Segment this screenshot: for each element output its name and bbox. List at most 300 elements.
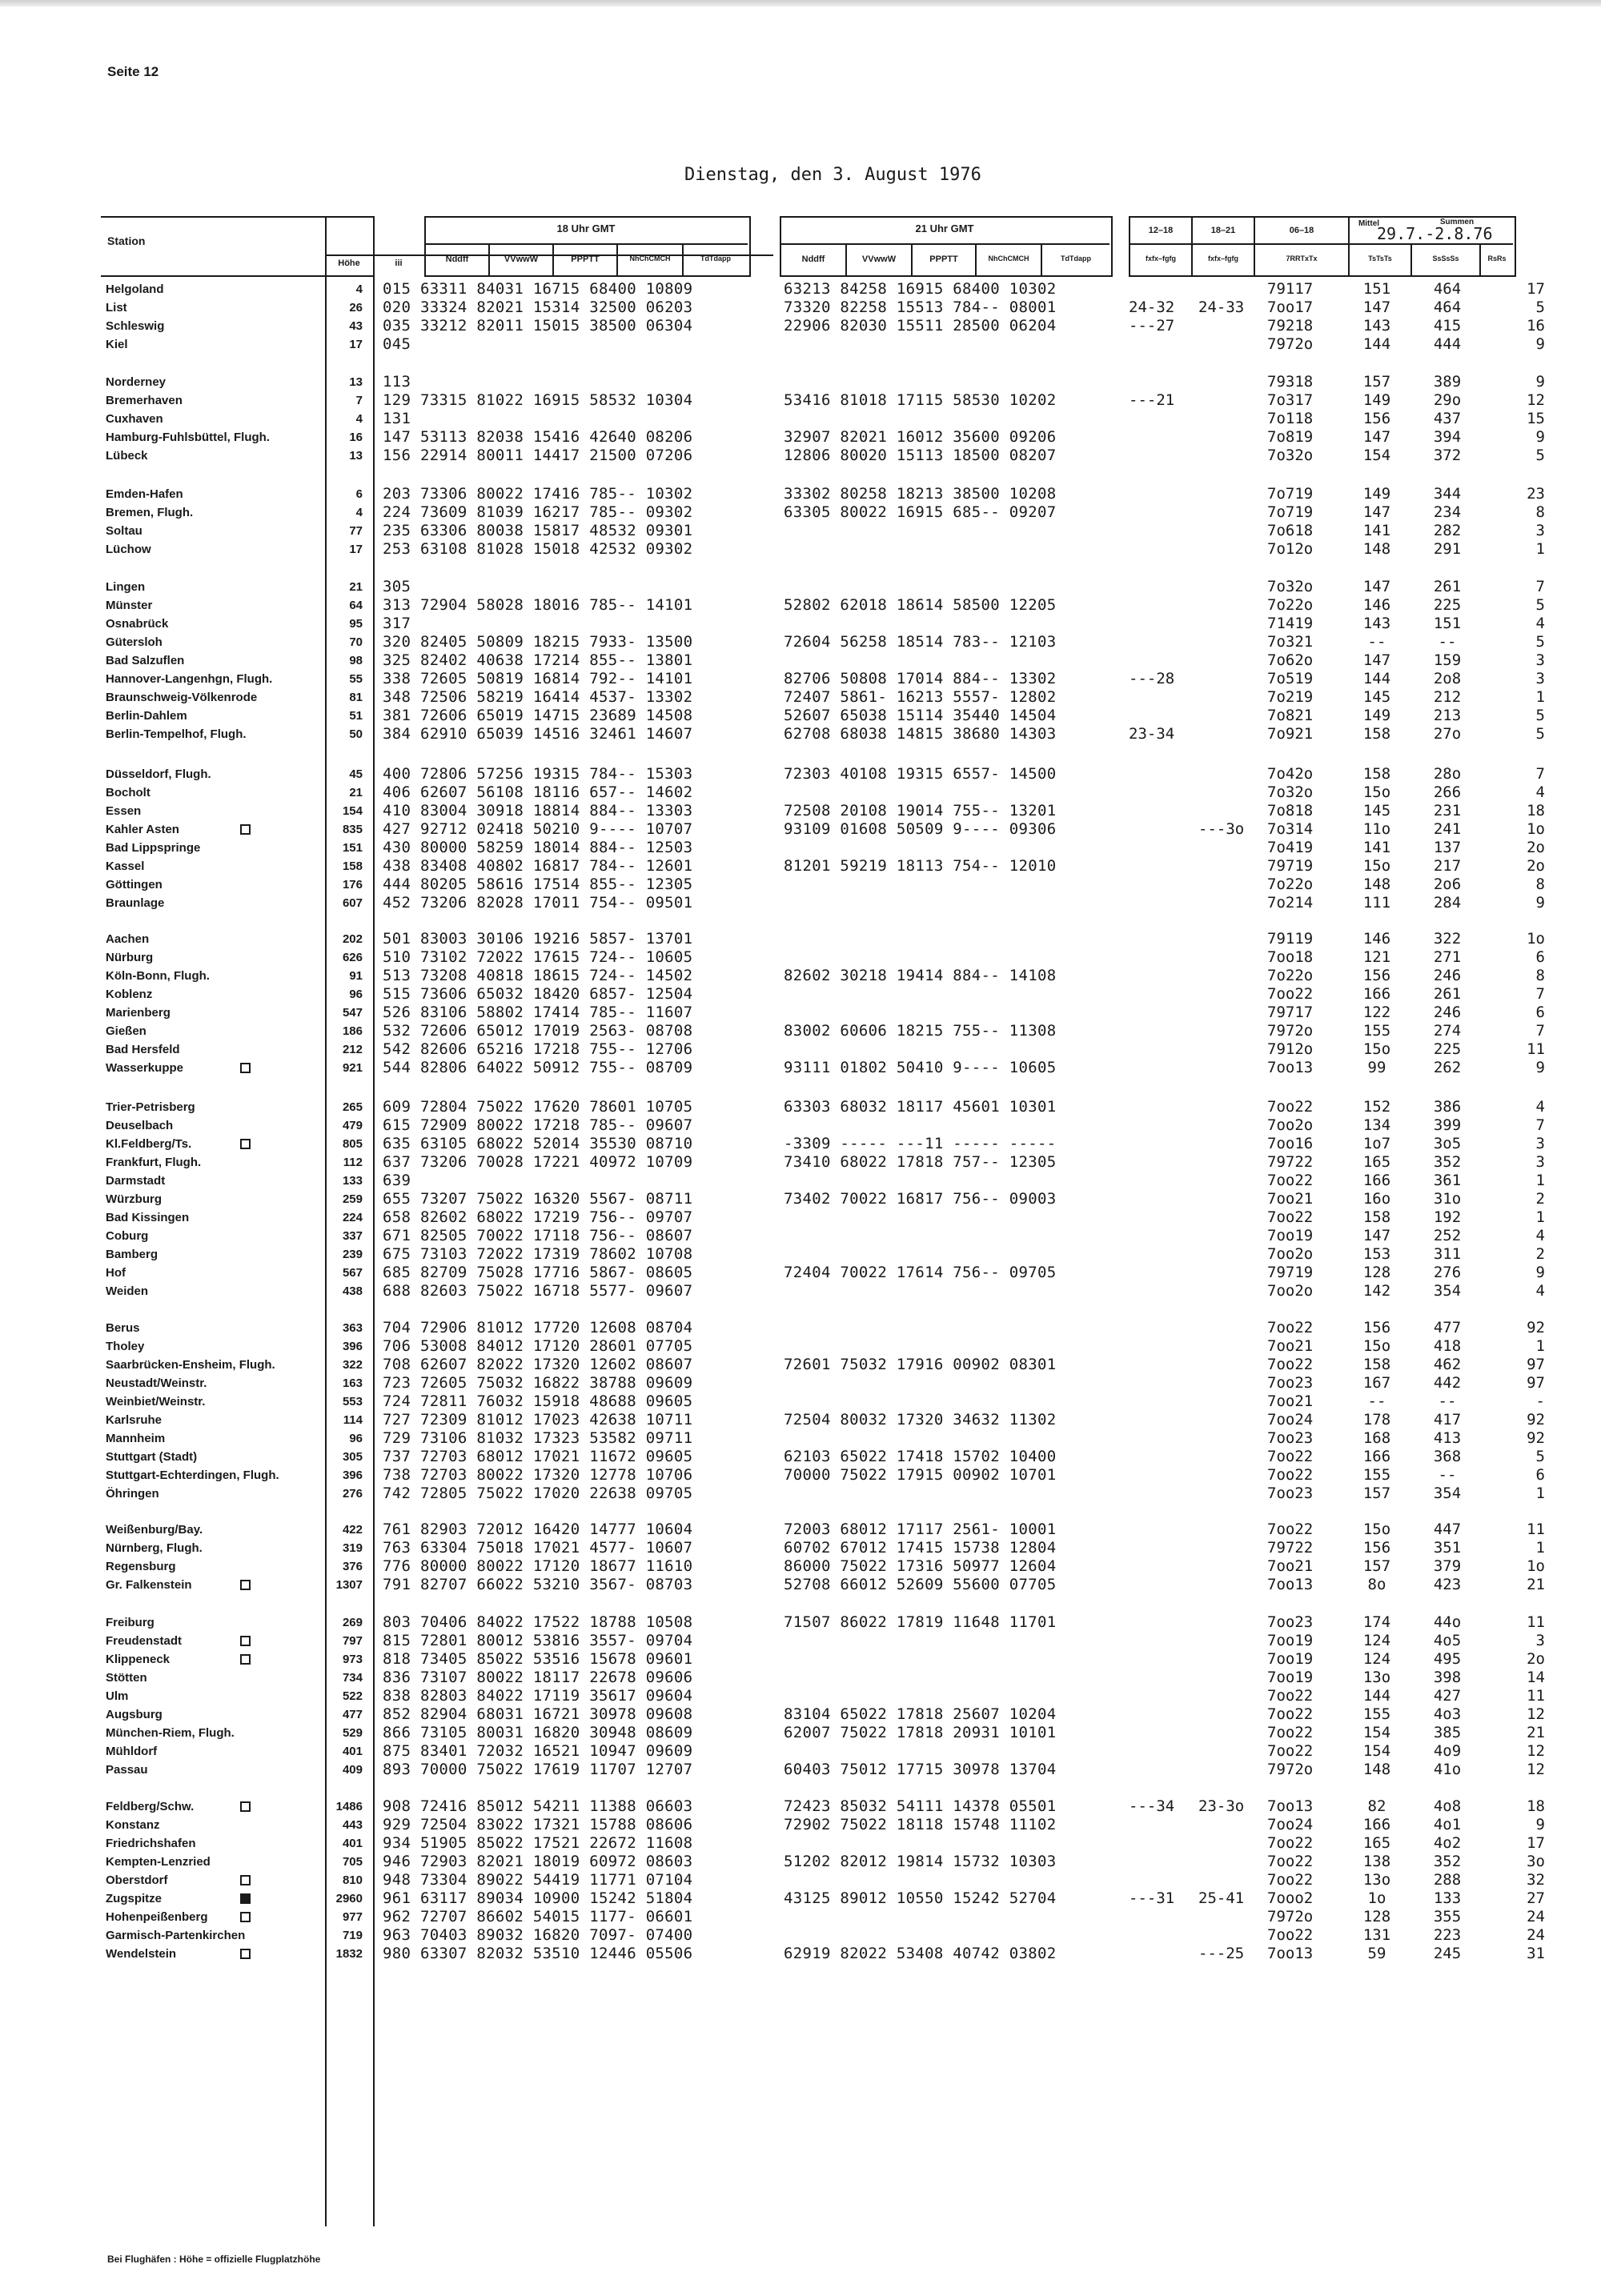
temp-extremes: 7oo22 — [1267, 1926, 1314, 1944]
mean-temp: 121 — [1362, 948, 1391, 966]
table-row — [0, 1429, 1601, 1448]
sum-value: 355 — [1433, 1908, 1462, 1925]
temp-extremes: 7oo19 — [1267, 1227, 1314, 1244]
precip-sum: 12 — [1527, 391, 1545, 409]
station-height: 91 — [349, 969, 363, 983]
station-height: 409 — [342, 1763, 363, 1777]
header-ppptt-21: PPPTT — [929, 254, 958, 264]
obs-18-uhr: 203 73306 80022 17416 785-- 10302 — [383, 485, 693, 503]
header-21-uhr: 21 Uhr GMT — [915, 222, 974, 234]
precip-sum: - — [1535, 1392, 1545, 1410]
mean-temp: 157 — [1362, 373, 1391, 391]
obs-21-uhr: 60403 75012 17715 30978 13704 — [784, 1761, 1057, 1778]
station-height: 479 — [342, 1119, 363, 1132]
temp-extremes: 7oo22 — [1267, 1705, 1314, 1723]
table-row — [0, 633, 1601, 651]
precip-sum: 2 — [1535, 1245, 1545, 1263]
station-name: Kassel — [106, 859, 145, 873]
obs-21-uhr: 83104 65022 17818 25607 10204 — [784, 1705, 1057, 1723]
table-row — [0, 670, 1601, 688]
sum-value: 4o5 — [1433, 1632, 1462, 1649]
table-row — [0, 839, 1601, 857]
mean-temp: 131 — [1362, 1926, 1391, 1944]
sum-value: 241 — [1433, 820, 1462, 838]
sum-value: 262 — [1433, 1059, 1462, 1076]
header-ts: TsTsTs — [1368, 254, 1392, 262]
sum-value: 231 — [1433, 802, 1462, 819]
mean-temp: 99 — [1367, 1059, 1386, 1076]
obs-18-uhr: 348 72506 58219 16414 4537- 13302 — [383, 688, 693, 706]
temp-extremes: 7oo18 — [1267, 948, 1314, 966]
station-height: 438 — [342, 1284, 363, 1298]
summary-date: 29.7.-2.8.76 — [1377, 224, 1493, 243]
sum-value: 417 — [1433, 1411, 1462, 1428]
precip-sum: 11 — [1527, 1613, 1545, 1631]
sum-value: 137 — [1433, 839, 1462, 856]
temp-extremes: 7oo23 — [1267, 1613, 1314, 1631]
table-row — [0, 1889, 1601, 1908]
obs-21-uhr: 72601 75032 17916 00902 08301 — [784, 1356, 1057, 1373]
station-name: Hamburg-Fuhlsbüttel, Flugh. — [106, 431, 270, 444]
sum-value: 352 — [1433, 1153, 1462, 1171]
precip-sum: 1o — [1527, 930, 1545, 948]
precip-sum: 5 — [1535, 596, 1545, 614]
sum-value: 28o — [1433, 765, 1462, 783]
table-row — [0, 1466, 1601, 1485]
temp-extremes: 7o419 — [1267, 839, 1314, 856]
station-height: 719 — [342, 1929, 363, 1942]
precip-sum: 3 — [1535, 670, 1545, 687]
obs-18-uhr: 655 73207 75022 16320 5567- 08711 — [383, 1190, 693, 1208]
mean-temp: 143 — [1362, 317, 1391, 335]
precip-sum: 14 — [1527, 1669, 1545, 1686]
precip-sum: 8 — [1535, 876, 1545, 893]
station-name: Norderney — [106, 375, 167, 389]
table-row — [0, 1004, 1601, 1022]
obs-18-uhr: 815 72801 80012 53816 3557- 09704 — [383, 1632, 693, 1649]
obs-18-uhr: 961 63117 89034 10900 15242 51804 — [383, 1889, 693, 1907]
table-row — [0, 1411, 1601, 1429]
station-name: Kl.Feldberg/Ts. — [106, 1137, 192, 1151]
sum-value: 266 — [1433, 783, 1462, 801]
obs-21-uhr: 12806 80020 15113 18500 08207 — [784, 447, 1057, 464]
open-square-icon — [240, 1580, 251, 1590]
open-square-icon — [240, 1912, 251, 1922]
mean-temp: 154 — [1362, 1724, 1391, 1741]
obs-21-uhr: 52802 62018 18614 58500 12205 — [784, 596, 1057, 614]
station-height: 4 — [355, 282, 363, 296]
obs-18-uhr: 866 73105 80031 16820 30948 08609 — [383, 1724, 693, 1741]
obs-21-uhr: 63305 80022 16915 685-- 09207 — [784, 503, 1057, 521]
table-row — [0, 857, 1601, 876]
station-height: 607 — [342, 896, 363, 910]
temp-extremes: 7o818 — [1267, 802, 1314, 819]
obs-18-uhr: 513 73208 40818 18615 724-- 14502 — [383, 967, 693, 984]
obs-18-uhr: 313 72904 58028 18016 785-- 14101 — [383, 596, 693, 614]
table-row — [0, 1208, 1601, 1227]
scan-edge — [0, 0, 1601, 6]
temp-extremes: 7oo21 — [1267, 1557, 1314, 1575]
temp-extremes: 79719 — [1267, 1264, 1314, 1281]
station-name: Frankfurt, Flugh. — [106, 1156, 202, 1169]
temp-extremes: 7oo22 — [1267, 1871, 1314, 1889]
sum-value: 245 — [1433, 1945, 1462, 1962]
station-height: 305 — [342, 1450, 363, 1464]
mean-temp: 146 — [1362, 596, 1391, 614]
sum-value: 212 — [1433, 688, 1462, 706]
temp-extremes: 7oo22 — [1267, 1724, 1314, 1741]
sum-value: 291 — [1433, 540, 1462, 558]
obs-18-uhr: 384 62910 65039 14516 32461 14607 — [383, 725, 693, 743]
station-name: Bad Salzuflen — [106, 654, 185, 667]
obs-18-uhr: 737 72703 68012 17021 11672 09605 — [383, 1448, 693, 1465]
station-name: Bocholt — [106, 786, 150, 799]
obs-18-uhr: 934 51905 85022 17521 22672 11608 — [383, 1834, 693, 1852]
table-row — [0, 615, 1601, 633]
obs-18-uhr: 020 33324 82021 15314 32500 06203 — [383, 299, 693, 316]
mean-temp: 82 — [1367, 1797, 1386, 1815]
station-height: 13 — [349, 375, 363, 389]
mean-temp: 174 — [1362, 1613, 1391, 1631]
obs-21-uhr: 73410 68022 17818 757-- 12305 — [784, 1153, 1057, 1171]
station-height: 16 — [349, 431, 363, 444]
sum-value: 379 — [1433, 1557, 1462, 1575]
station-height: 977 — [342, 1910, 363, 1924]
station-name: Stuttgart (Stadt) — [106, 1450, 198, 1464]
station-height: 151 — [342, 841, 363, 855]
table-row — [0, 1871, 1601, 1889]
obs-18-uhr: 962 72707 86602 54015 1177- 06601 — [383, 1908, 693, 1925]
temp-extremes: 7oo2o — [1267, 1245, 1314, 1263]
gust-18-21: 24-33 — [1198, 299, 1245, 316]
station-height: 21 — [349, 786, 363, 799]
station-name: Düsseldorf, Flugh. — [106, 767, 211, 781]
header-ss: SsSsSs — [1432, 254, 1459, 262]
obs-18-uhr: 704 72906 81012 17720 12608 08704 — [383, 1319, 693, 1336]
temp-extremes: 7oo22 — [1267, 1098, 1314, 1116]
precip-sum: 8 — [1535, 967, 1545, 984]
precip-sum: 97 — [1527, 1374, 1545, 1392]
temp-extremes: 79117 — [1267, 280, 1314, 298]
station-height: 13 — [349, 449, 363, 463]
precip-sum: 92 — [1527, 1429, 1545, 1447]
station-name: Berlin-Dahlem — [106, 709, 187, 723]
table-row — [0, 299, 1601, 317]
obs-18-uhr: 501 83003 30106 19216 5857- 13701 — [383, 930, 693, 948]
station-name: Tholey — [106, 1340, 145, 1353]
station-name: Bad Lippspringe — [106, 841, 201, 855]
precip-sum: 3 — [1535, 1632, 1545, 1649]
table-row — [0, 1669, 1601, 1687]
precip-sum: 92 — [1527, 1319, 1545, 1336]
station-name: Kempten-Lenzried — [106, 1855, 211, 1869]
obs-18-uhr: 015 63311 84031 16715 68400 10809 — [383, 280, 693, 298]
station-height: 797 — [342, 1634, 363, 1648]
temp-extremes: 7912o — [1267, 1040, 1314, 1058]
obs-21-uhr: 51202 82012 19814 15732 10303 — [784, 1853, 1057, 1870]
temp-extremes: 7972o — [1267, 1761, 1314, 1778]
sum-value: 389 — [1433, 373, 1462, 391]
sum-value: 372 — [1433, 447, 1462, 464]
table-row — [0, 1908, 1601, 1926]
temp-extremes: 7o719 — [1267, 485, 1314, 503]
table-row — [0, 1834, 1601, 1853]
obs-18-uhr: 639 — [383, 1172, 411, 1189]
header-ppptt-18: PPPTT — [571, 254, 600, 264]
precip-sum: 18 — [1527, 1797, 1545, 1815]
station-height: 553 — [342, 1395, 363, 1408]
page-date: Dienstag, den 3. August 1976 — [684, 165, 981, 185]
table-row — [0, 1153, 1601, 1172]
obs-21-uhr: 33302 80258 18213 38500 10208 — [784, 485, 1057, 503]
mean-temp: 144 — [1362, 1687, 1391, 1705]
temp-extremes: 7oo19 — [1267, 1632, 1314, 1649]
mean-temp: 1o7 — [1362, 1135, 1391, 1152]
obs-18-uhr: 948 73304 89022 54419 11771 07104 — [383, 1871, 693, 1889]
temp-extremes: 7oo22 — [1267, 1834, 1314, 1852]
precip-sum: 24 — [1527, 1908, 1545, 1925]
precip-sum: 3 — [1535, 1153, 1545, 1171]
open-square-icon — [240, 1949, 251, 1959]
obs-21-uhr: 62007 75022 17818 20931 10101 — [784, 1724, 1057, 1741]
table-row — [0, 1135, 1601, 1153]
precip-sum: 2 — [1535, 1190, 1545, 1208]
precip-sum: 11 — [1527, 1521, 1545, 1538]
temp-extremes: 7oo21 — [1267, 1337, 1314, 1355]
precip-sum: 8 — [1535, 503, 1545, 521]
footnote: Bei Flughäfen : Höhe = offizielle Flugplatzhöhe — [107, 2254, 321, 2265]
station-name: Bremerhaven — [106, 394, 183, 407]
station-name: Braunlage — [106, 896, 165, 910]
mean-temp: 155 — [1362, 1466, 1391, 1484]
station-name: Osnabrück — [106, 617, 169, 631]
gust-12-18: ---21 — [1129, 391, 1175, 409]
precip-sum: 2o — [1527, 857, 1545, 875]
obs-18-uhr: 688 82603 75022 16718 5577- 09607 — [383, 1282, 693, 1300]
mean-temp: 15o — [1362, 857, 1391, 875]
station-height: 26 — [349, 301, 363, 315]
precip-sum: 4 — [1535, 1227, 1545, 1244]
header-cloud-18: NhChCMCH — [629, 254, 671, 262]
table-row — [0, 1705, 1601, 1724]
obs-18-uhr: 129 73315 81022 16915 58532 10304 — [383, 391, 693, 409]
station-height: 4 — [355, 506, 363, 519]
station-height: 7 — [355, 394, 363, 407]
precip-sum: 4 — [1535, 783, 1545, 801]
temp-extremes: 7oo21 — [1267, 1392, 1314, 1410]
temp-extremes: 7oo22 — [1267, 1208, 1314, 1226]
temp-extremes: 7oo13 — [1267, 1059, 1314, 1076]
temp-extremes: 7oo22 — [1267, 1356, 1314, 1373]
sum-value: 413 — [1433, 1429, 1462, 1447]
obs-18-uhr: 400 72806 57256 19315 784-- 15303 — [383, 765, 693, 783]
mean-temp: 1o — [1367, 1889, 1386, 1907]
mean-temp: 13o — [1362, 1871, 1391, 1889]
mean-temp: 166 — [1362, 1448, 1391, 1465]
station-name: Hohenpeißenberg — [106, 1910, 208, 1924]
mean-temp: 167 — [1362, 1374, 1391, 1392]
precip-sum: 1 — [1535, 1539, 1545, 1557]
gust-18-21: 23-3o — [1198, 1797, 1245, 1815]
header-18-uhr: 18 Uhr GMT — [556, 222, 616, 234]
precip-sum: 1o — [1527, 1557, 1545, 1575]
mean-temp: 141 — [1362, 839, 1391, 856]
header-temp: 7RRTxTx — [1286, 254, 1318, 262]
sum-value: 288 — [1433, 1871, 1462, 1889]
station-height: 1307 — [335, 1578, 363, 1592]
temp-extremes: 7oo22 — [1267, 1448, 1314, 1465]
mean-temp: 15o — [1362, 1337, 1391, 1355]
table-row — [0, 1742, 1601, 1761]
precip-sum: 9 — [1535, 335, 1545, 353]
obs-21-uhr: 63213 84258 16915 68400 10302 — [784, 280, 1057, 298]
temp-extremes: 7oo22 — [1267, 985, 1314, 1003]
sum-value: 398 — [1433, 1669, 1462, 1686]
obs-21-uhr: 52708 66012 52609 55600 07705 — [784, 1576, 1057, 1593]
table-row — [0, 522, 1601, 540]
gust-18-21: ---25 — [1198, 1945, 1245, 1962]
table-row — [0, 428, 1601, 447]
obs-21-uhr: 72504 80032 17320 34632 11302 — [784, 1411, 1057, 1428]
mean-temp: 141 — [1362, 522, 1391, 539]
obs-18-uhr: 444 80205 58616 17514 855-- 12305 — [383, 876, 693, 893]
temp-extremes: 7o321 — [1267, 633, 1314, 651]
station-name: List — [106, 301, 127, 315]
mean-temp: 178 — [1362, 1411, 1391, 1428]
obs-18-uhr: 706 53008 84012 17120 28601 07705 — [383, 1337, 693, 1355]
temp-extremes: 79218 — [1267, 317, 1314, 335]
station-name: Coburg — [106, 1229, 149, 1243]
obs-18-uhr: 836 73107 80022 18117 22678 09606 — [383, 1669, 693, 1686]
station-height: 114 — [343, 1413, 363, 1427]
sum-value: -- — [1438, 633, 1457, 651]
station-height: 401 — [342, 1837, 363, 1850]
station-name: Soltau — [106, 524, 142, 538]
header-gust-1: fxfx–fgfg — [1146, 254, 1176, 262]
sum-value: 462 — [1433, 1356, 1462, 1373]
sum-value: 361 — [1433, 1172, 1462, 1189]
temp-extremes: 79719 — [1267, 857, 1314, 875]
sum-value: 399 — [1433, 1116, 1462, 1134]
precip-sum: 11 — [1527, 1040, 1545, 1058]
sum-value: 322 — [1433, 930, 1462, 948]
mean-temp: 111 — [1362, 894, 1391, 912]
station-name: Konstanz — [106, 1818, 160, 1832]
table-row — [0, 1392, 1601, 1411]
table-row — [0, 802, 1601, 820]
precip-sum: 7 — [1535, 765, 1545, 783]
obs-18-uhr: 542 82606 65216 17218 755-- 12706 — [383, 1040, 693, 1058]
station-group — [0, 485, 1601, 559]
station-name: Oberstdorf — [106, 1873, 168, 1887]
mean-temp: 124 — [1362, 1632, 1391, 1649]
precip-sum: 7 — [1535, 985, 1545, 1003]
sum-value: 4o1 — [1433, 1816, 1462, 1833]
mean-temp: 155 — [1362, 1022, 1391, 1040]
mean-temp: 13o — [1362, 1669, 1391, 1686]
mean-temp: 156 — [1362, 1539, 1391, 1557]
obs-18-uhr: 325 82402 40638 17214 855-- 13801 — [383, 651, 693, 669]
mean-temp: 153 — [1362, 1245, 1391, 1263]
sum-value: 352 — [1433, 1853, 1462, 1870]
table-row — [0, 1816, 1601, 1834]
obs-18-uhr: 430 80000 58259 18014 884-- 12503 — [383, 839, 693, 856]
sum-value: 225 — [1433, 596, 1462, 614]
station-height: 276 — [342, 1487, 363, 1501]
obs-18-uhr: 742 72805 75022 17020 22638 09705 — [383, 1485, 693, 1502]
obs-18-uhr: 729 73106 81032 17323 53582 09711 — [383, 1429, 693, 1447]
station-height: 17 — [349, 543, 363, 556]
temp-extremes: 7oo2o — [1267, 1282, 1314, 1300]
precip-sum: 5 — [1535, 725, 1545, 743]
station-name: Stuttgart-Echterdingen, Flugh. — [106, 1469, 279, 1482]
obs-21-uhr: 72902 75022 18118 15748 11102 — [784, 1816, 1057, 1833]
precip-sum: 18 — [1527, 802, 1545, 819]
mean-temp: 156 — [1362, 967, 1391, 984]
sum-value: 192 — [1433, 1208, 1462, 1226]
obs-18-uhr: 723 72605 75032 16822 38788 09609 — [383, 1374, 693, 1392]
mean-temp: 157 — [1362, 1485, 1391, 1502]
mean-temp: 15o — [1362, 1040, 1391, 1058]
temp-extremes: 7oo22 — [1267, 1466, 1314, 1484]
station-height: 96 — [349, 1432, 363, 1445]
filled-square-icon — [240, 1893, 251, 1904]
precip-sum: 11 — [1527, 1687, 1545, 1705]
station-group — [0, 1613, 1601, 1779]
station-height: 567 — [342, 1266, 363, 1280]
mean-temp: 168 — [1362, 1429, 1391, 1447]
temp-extremes: 7oo2o — [1267, 1116, 1314, 1134]
precip-sum: 4 — [1535, 615, 1545, 632]
obs-21-uhr: 72003 68012 17117 2561- 10001 — [784, 1521, 1057, 1538]
temp-extremes: 7o22o — [1267, 596, 1314, 614]
station-name: Bamberg — [106, 1248, 158, 1261]
station-name: Zugspitze — [106, 1892, 162, 1905]
station-name: Feldberg/Schw. — [106, 1800, 195, 1813]
station-name: Passau — [106, 1763, 148, 1777]
sum-value: -- — [1438, 1392, 1457, 1410]
precip-sum: 6 — [1535, 948, 1545, 966]
station-name: Darmstadt — [106, 1174, 166, 1188]
obs-21-uhr: 71507 86022 17819 11648 11701 — [784, 1613, 1057, 1631]
sum-value: 223 — [1433, 1926, 1462, 1944]
open-square-icon — [240, 1636, 251, 1646]
obs-18-uhr: 963 70403 89032 16820 7097- 07400 — [383, 1926, 693, 1944]
station-name: Hof — [106, 1266, 126, 1280]
temp-extremes: 7o32o — [1267, 783, 1314, 801]
table-row — [0, 1613, 1601, 1632]
mean-temp: 149 — [1362, 485, 1391, 503]
sum-value: 4o2 — [1433, 1834, 1462, 1852]
mean-temp: 147 — [1362, 503, 1391, 521]
temp-extremes: 7o314 — [1267, 820, 1314, 838]
sum-value: 261 — [1433, 985, 1462, 1003]
sum-value: 213 — [1433, 707, 1462, 724]
mean-temp: 145 — [1362, 688, 1391, 706]
temp-extremes: 7o719 — [1267, 503, 1314, 521]
table-row — [0, 930, 1601, 948]
station-name: Neustadt/Weinstr. — [106, 1376, 207, 1390]
precip-sum: 9 — [1535, 1264, 1545, 1281]
mean-temp: 146 — [1362, 930, 1391, 948]
obs-18-uhr: 803 70406 84022 17522 18788 10508 — [383, 1613, 693, 1631]
gust-12-18: 23-34 — [1129, 725, 1175, 743]
temp-extremes: 7972o — [1267, 1908, 1314, 1925]
station-name: Gießen — [106, 1024, 146, 1038]
obs-21-uhr: 72604 56258 18514 783-- 12103 — [784, 633, 1057, 651]
obs-18-uhr: 510 73102 72022 17615 724-- 10605 — [383, 948, 693, 966]
header-iii: iii — [395, 258, 403, 268]
